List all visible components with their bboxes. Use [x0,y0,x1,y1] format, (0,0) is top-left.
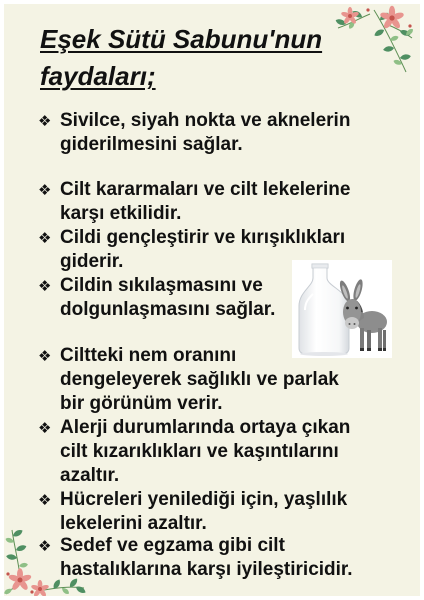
page-title [40,21,322,95]
diamond-bullet-icon: ❖ [38,229,52,247]
list-item-line: Cildi gençleştirir ve kırışıklıkları [60,227,346,248]
list-item [38,274,275,322]
list-item-line: Cilt kararmaları ve cilt lekelerine [60,179,351,200]
list-item-text [60,534,353,582]
list-item-line: giderir. [60,251,124,272]
diamond-bullet-icon: ❖ [38,491,52,509]
list-item [38,178,350,226]
diamond-bullet-icon: ❖ [38,112,52,130]
list-item-line: Cildin sıkılaşmasını ve [60,275,263,296]
list-item [38,344,339,416]
list-item-text [60,178,350,226]
list-item [38,416,350,488]
floral-decoration-top-right [334,4,416,76]
diamond-bullet-icon: ❖ [38,419,52,437]
list-item-text [60,416,350,488]
list-item-line: Sedef ve egzama gibi cilt [60,535,285,556]
diamond-bullet-icon: ❖ [38,181,52,199]
list-item-line: Sivilce, siyah nokta ve aknelerin [60,110,351,131]
list-item-text [60,488,347,536]
diamond-bullet-icon: ❖ [38,537,52,555]
list-item-line: hastalıklarına karşı iyileştiricidir. [60,559,353,580]
list-item-line: giderilmesini sağlar. [60,134,243,155]
list-item-line: bir görünüm verir. [60,393,223,414]
list-item-line: dolgunlaşmasını sağlar. [60,299,276,320]
list-item-line: cilt kızarıklıkları ve kaşıntılarını [60,441,339,462]
list-item [38,109,350,157]
list-item-line: karşı etkilidir. [60,203,182,224]
title-line-1: Eşek Sütü Sabunu'nun [40,24,323,54]
flower-icon [31,580,50,596]
list-item-line: Alerji durumlarında ortaya çıkan [60,417,351,438]
list-item [38,534,353,582]
list-item-text [60,344,339,416]
list-item-line: dengeleyerek sağlıklı ve parlak [60,369,339,390]
title-line-2: faydaları; [40,61,156,91]
diamond-bullet-icon: ❖ [38,347,52,365]
list-item-line: azaltır. [60,465,120,486]
list-item-text [60,274,275,322]
flower-icon [8,568,32,591]
list-item-text [60,109,350,157]
diamond-bullet-icon: ❖ [38,277,52,295]
list-item-line: Hücreleri yenilediği için, yaşlılık [60,489,348,510]
list-item-line: lekelerini azaltır. [60,513,207,534]
list-item-line: Ciltteki nem oranını [60,345,237,366]
